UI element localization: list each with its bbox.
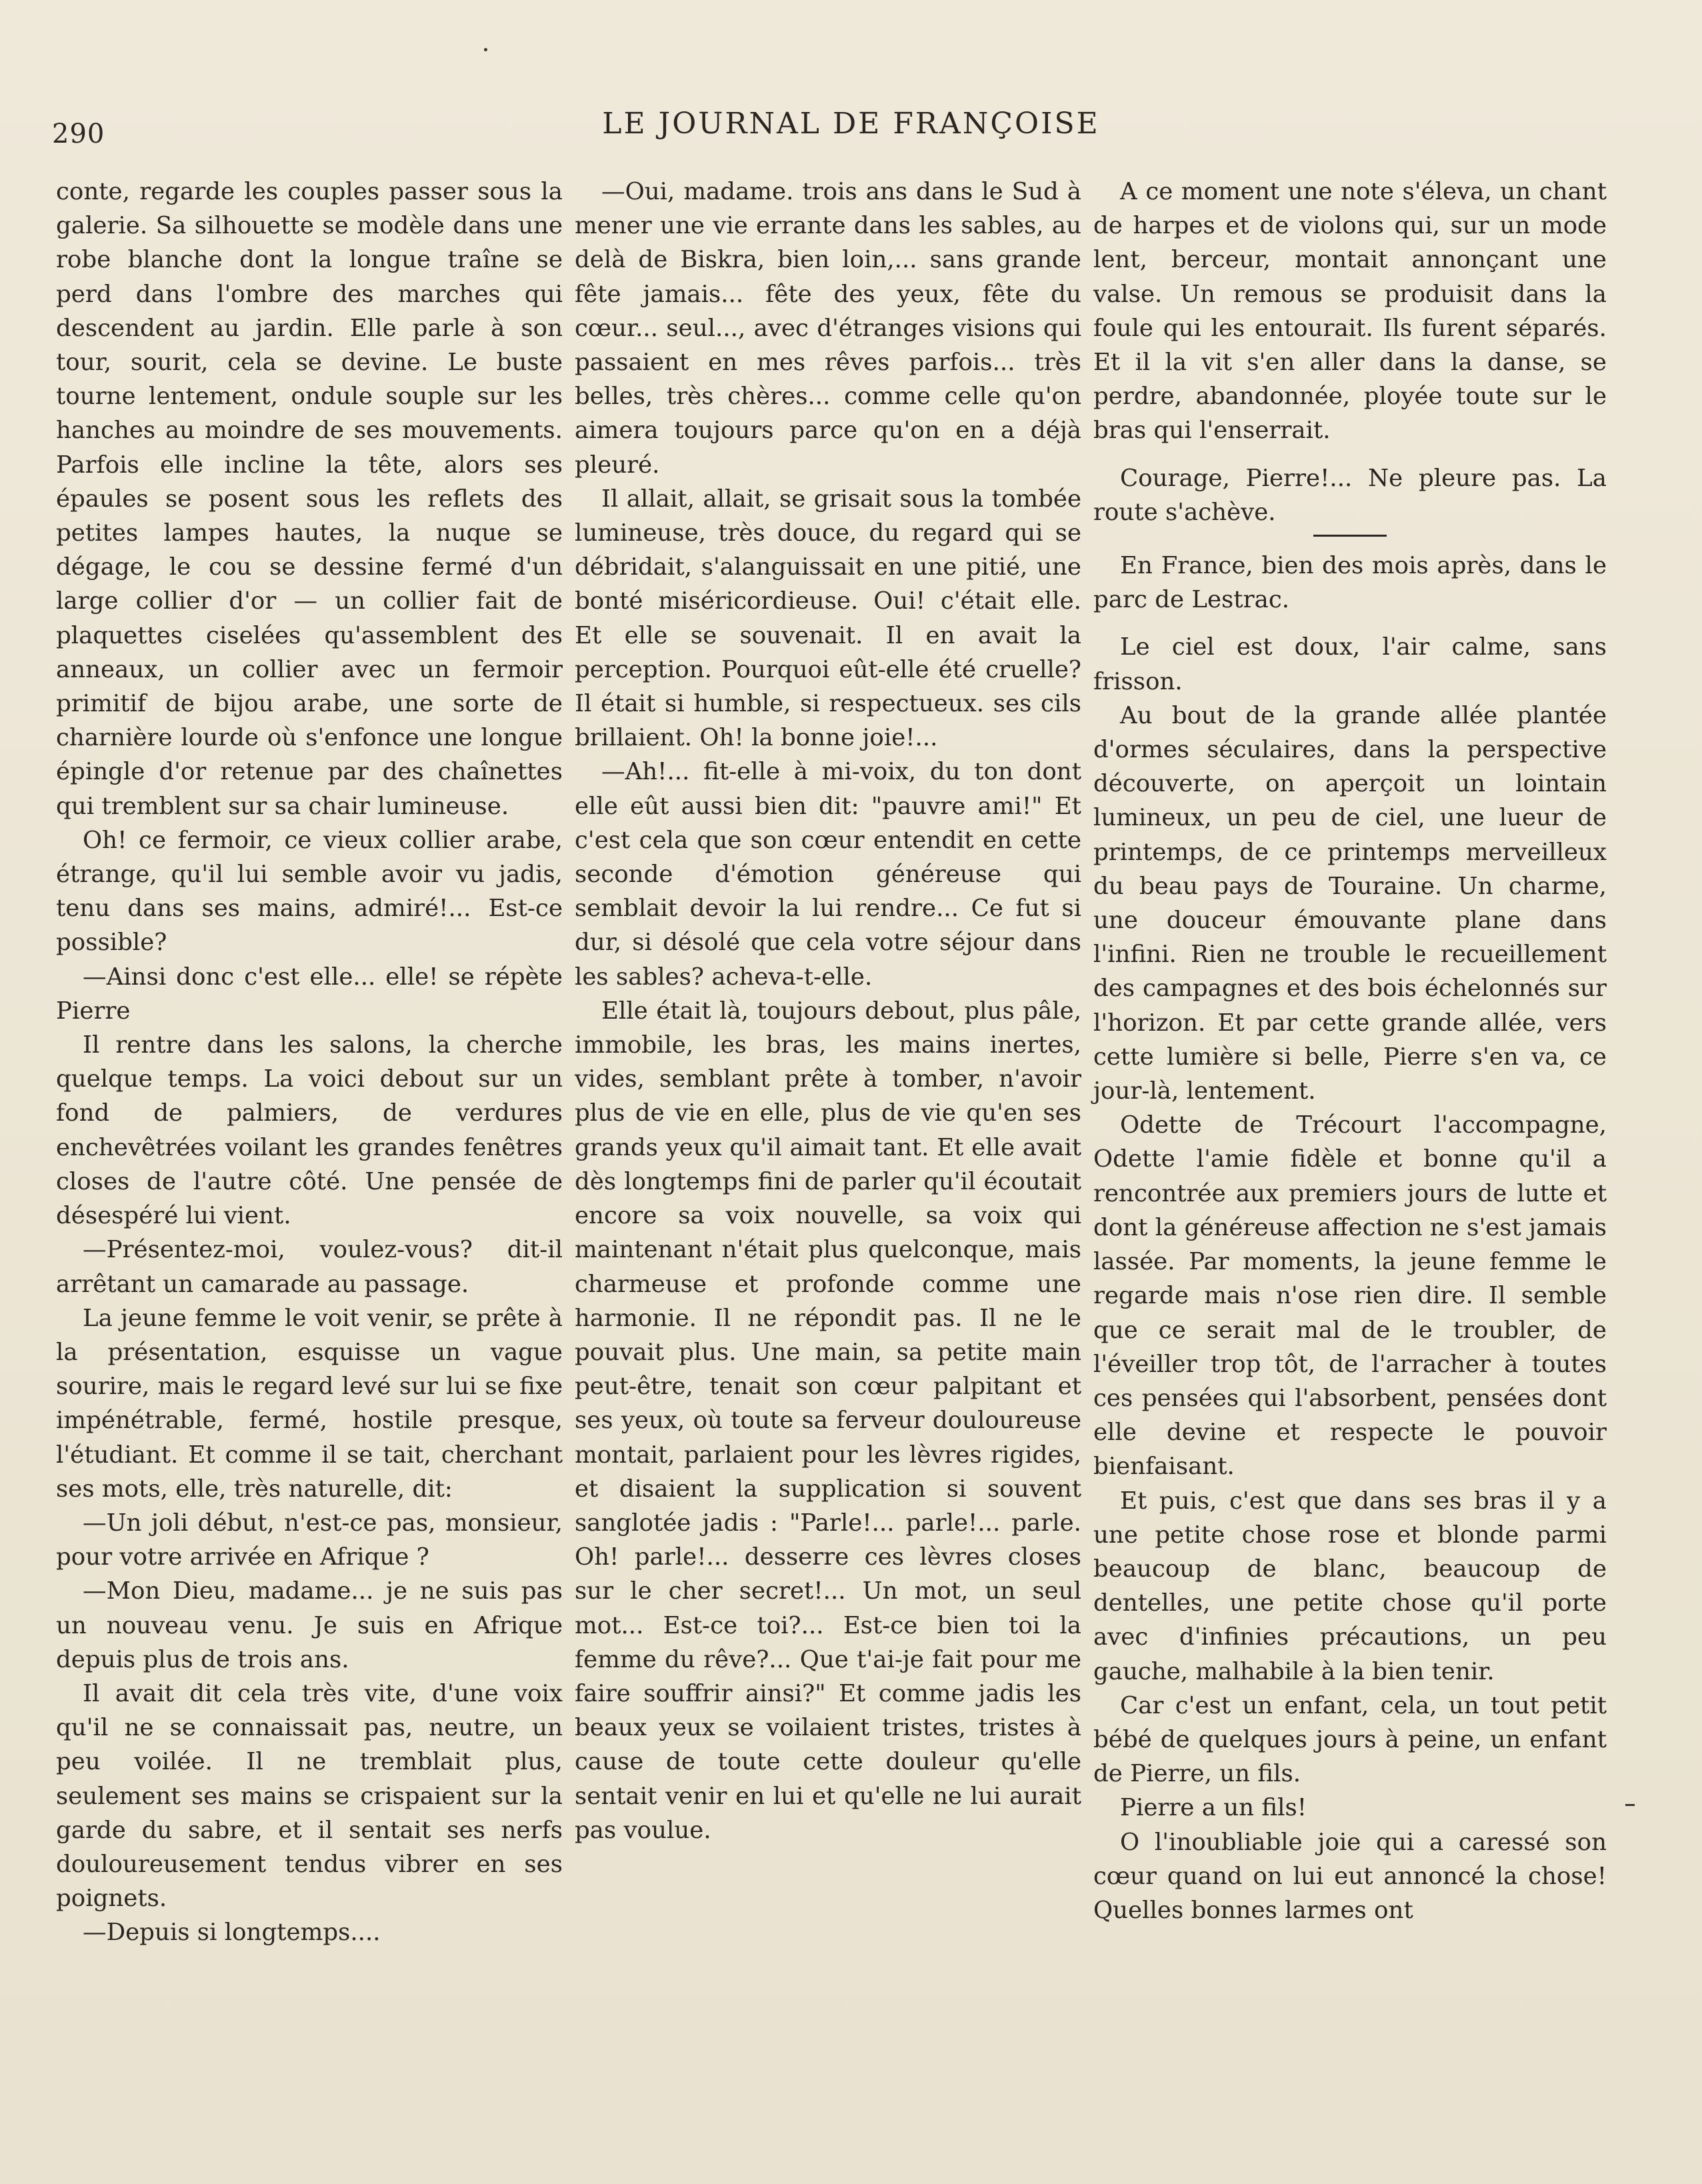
section-divider (1313, 535, 1387, 537)
text-column-2 (575, 175, 1081, 1847)
paragraph: —Ah!... fit-elle à mi-voix, du ton dont elle eût aussi bien dit: "pauvre ami!" Et c'est cela que son cœur entendit en cette seconde d'émotion généreuse qui semblait devoir la lui rendre... Ce fut si dur, si désolé que cela votre séjour dans les sables? acheva-t-elle. (575, 758, 1081, 991)
paragraph: Elle était là, toujours debout, plus pâle, immobile, les bras, les mains inertes, vides, semblant prête à tomber, n'avoir plus de vie en elle, plus de vie qu'en ses grands yeux qu'il aimait tant. Et elle avait dès longtemps fini de parler qu'il écoutait encore sa voix nouvelle, sa voix qui maintenant n'était plus quelconque, mais charmeuse et profonde comme une harmonie. Il ne répondit pas. Il ne le pouvait plus. Une main, sa petite main peut-être, tenait son cœur palpitant et ses yeux, où toute sa ferveur douloureuse montait, parlaient pour les lèvres rigides, et disaient la supplication si souvent sanglotée jadis : "Parle!... parle!... parle. Oh! parle!... desserre ces lèvres closes sur le cher secret!... Un mot, un seul mot... Est-ce toi?... Est-ce bien toi la femme du rêve?... Que t'ai-je fait pour me faire souffrir ainsi?" Et comme jadis les beaux yeux se voilaient tristes, tristes à cause de toute cette douleur qu'elle sentait venir en lui et qu'elle ne lui aurait pas voulue. (575, 997, 1081, 1844)
paragraph: —Présentez-moi, voulez-vous? dit-il arrêtant un camarade au passage. (56, 1236, 563, 1298)
paragraph: Il rentre dans les salons, la cherche quelque temps. La voici debout sur un fond de palmiers, de verdures enchevêtrées voilant les grandes fenêtres closes de l'autre côté. Une pensée de désespéré lui vient. (56, 1031, 563, 1230)
paragraph: Le ciel est doux, l'air calme, sans frisson. (1093, 633, 1607, 695)
paragraph: —Mon Dieu, madame... je ne suis pas un nouveau venu. Je suis en Afrique depuis plus de trois ans. (56, 1577, 563, 1673)
text-column-3 (1093, 175, 1607, 1927)
paragraph: O l'inoubliable joie qui a caressé son cœur quand on lui eut annoncé la chose! Quelles bonnes larmes ont (1093, 1828, 1607, 1924)
paragraph: —Depuis si longtemps.... (83, 1919, 381, 1947)
paragraph: La jeune femme le voit venir, se prête à la présentation, esquisse un vague sourire, mais le regard levé sur lui se fixe impénétrable, fermé, hostile presque, l'étudiant. Et comme il se tait, cherchant ses mots, elle, très naturelle, dit: (56, 1304, 563, 1503)
paragraph: Il avait dit cela très vite, d'une voix qu'il ne se connaissait pas, neutre, un peu voilée. Il ne tremblait plus, seulement ses mains se crispaient sur la garde du sabre, et il sentait ses nerfs douloureusement tendus vibrer en ses poignets. (56, 1679, 563, 1913)
ink-speck (484, 48, 487, 51)
paragraph: Courage, Pierre!... Ne pleure pas. La route s'achève. (1093, 464, 1607, 526)
paragraph: conte, regarde les couples passer sous la galerie. Sa silhouette se modèle dans une robe blanche dont la longue traîne se perd dans l'ombre des marches qui descendent au jardin. Elle parle à son tour, sourit, cela se devine. Le buste tourne lentement, ondule souple sur les hanches au moindre de ses mouvements. Parfois elle incline la tête, alors ses épaules se posent sous les reflets des petites lampes hautes, la nuque se dégage, le cou se dessine fermé d'un large collier d'or — un collier fait de plaquettes ciselées qu'assemblent des anneaux, un collier avec un fermoir primitif de bijou arabe, une sorte de charnière lourde où s'enfonce une longue épingle d'or retenue par des chaînettes qui tremblent sur sa chair lumineuse. (56, 178, 563, 820)
margin-mark (1625, 1804, 1635, 1806)
paragraph: En France, bien des mois après, dans le parc de Lestrac. (1093, 552, 1607, 614)
paragraph: —Un joli début, n'est-ce pas, monsieur, pour votre arrivée en Afrique ? (56, 1509, 563, 1571)
paragraph: Pierre a un fils! (1120, 1794, 1307, 1822)
paragraph: Car c'est un enfant, cela, un tout petit bébé de quelques jours à peine, un enfant de Pierre, un fils. (1093, 1691, 1607, 1788)
text-column-1 (56, 175, 563, 1950)
paragraph: Odette de Trécourt l'accompagne, Odette l'amie fidèle et bonne qu'il a rencontrée aux premiers jours de lutte et dont la généreuse affection ne s'est jamais lassée. Par moments, la jeune femme le regarde mais n'ose rien dire. Il semble que ce serait mal de le troubler, de l'éveiller trop tôt, de l'arracher à toutes ces pensées qui l'absorbent, pensées dont elle devine et respecte le pouvoir bienfaisant. (1093, 1111, 1607, 1481)
paragraph: Au bout de la grande allée plantée d'ormes séculaires, dans la perspective découverte, on aperçoit un lointain lumineux, un peu de ciel, une lueur de printemps, de ce printemps merveilleux du beau pays de Touraine. Un charme, une douceur émouvante plane dans l'infini. Rien ne trouble le recueillement des campagnes et des bois échelonnés sur l'horizon. Et par cette grande allée, vers cette lumière si belle, Pierre s'en va, ce jour-là, lentement. (1093, 701, 1607, 1105)
paragraph: Oh! ce fermoir, ce vieux collier arabe, étrange, qu'il lui semble avoir vu jadis, tenu dans ses mains, admiré!... Est-ce possible? (56, 826, 563, 957)
page-number: 290 (52, 119, 105, 149)
paragraph: Il allait, allait, se grisait sous la tombée lumineuse, très douce, du regard qui se débridait, s'alanguissait en une pitié, une bonté miséricordieuse. Oui! c'était elle. Et elle se souvenait. Il en avait la perception. Pourquoi eût-elle été cruelle? Il était si humble, si respectueux. ses cils brillaient. Oh! la bonne joie!... (575, 485, 1081, 752)
paragraph: A ce moment une note s'éleva, un chant de harpes et de violons qui, sur un mode lent, berceur, montait annonçant une valse. Un remous se produisit dans la foule qui les entourait. Ils furent séparés. Et il la vit s'en aller dans la danse, se perdre, abandonnée, ployée toute sur le bras qui l'enserrait. (1093, 178, 1607, 445)
paragraph: —Oui, madame. trois ans dans le Sud à mener une vie errante dans les sables, au delà de Biskra, bien loin,... sans grande fête jamais... fête des yeux, fête du cœur... seul..., avec d'étranges visions qui passaient en mes rêves parfois... très belles, très chères... comme celle qu'on aimera toujours parce qu'on en a déjà pleuré. (575, 178, 1081, 479)
running-head-title: LE JOURNAL DE FRANÇOISE (602, 107, 1100, 141)
paragraph: Et puis, c'est que dans ses bras il y a une petite chose rose et blonde parmi beaucoup de blanc, beaucoup de dentelles, une petite chose qu'il porte avec d'infinies précautions, un peu gauche, malhabile à la bien tenir. (1093, 1487, 1607, 1685)
paragraph: —Ainsi donc c'est elle... elle! se répète Pierre (56, 963, 563, 1025)
